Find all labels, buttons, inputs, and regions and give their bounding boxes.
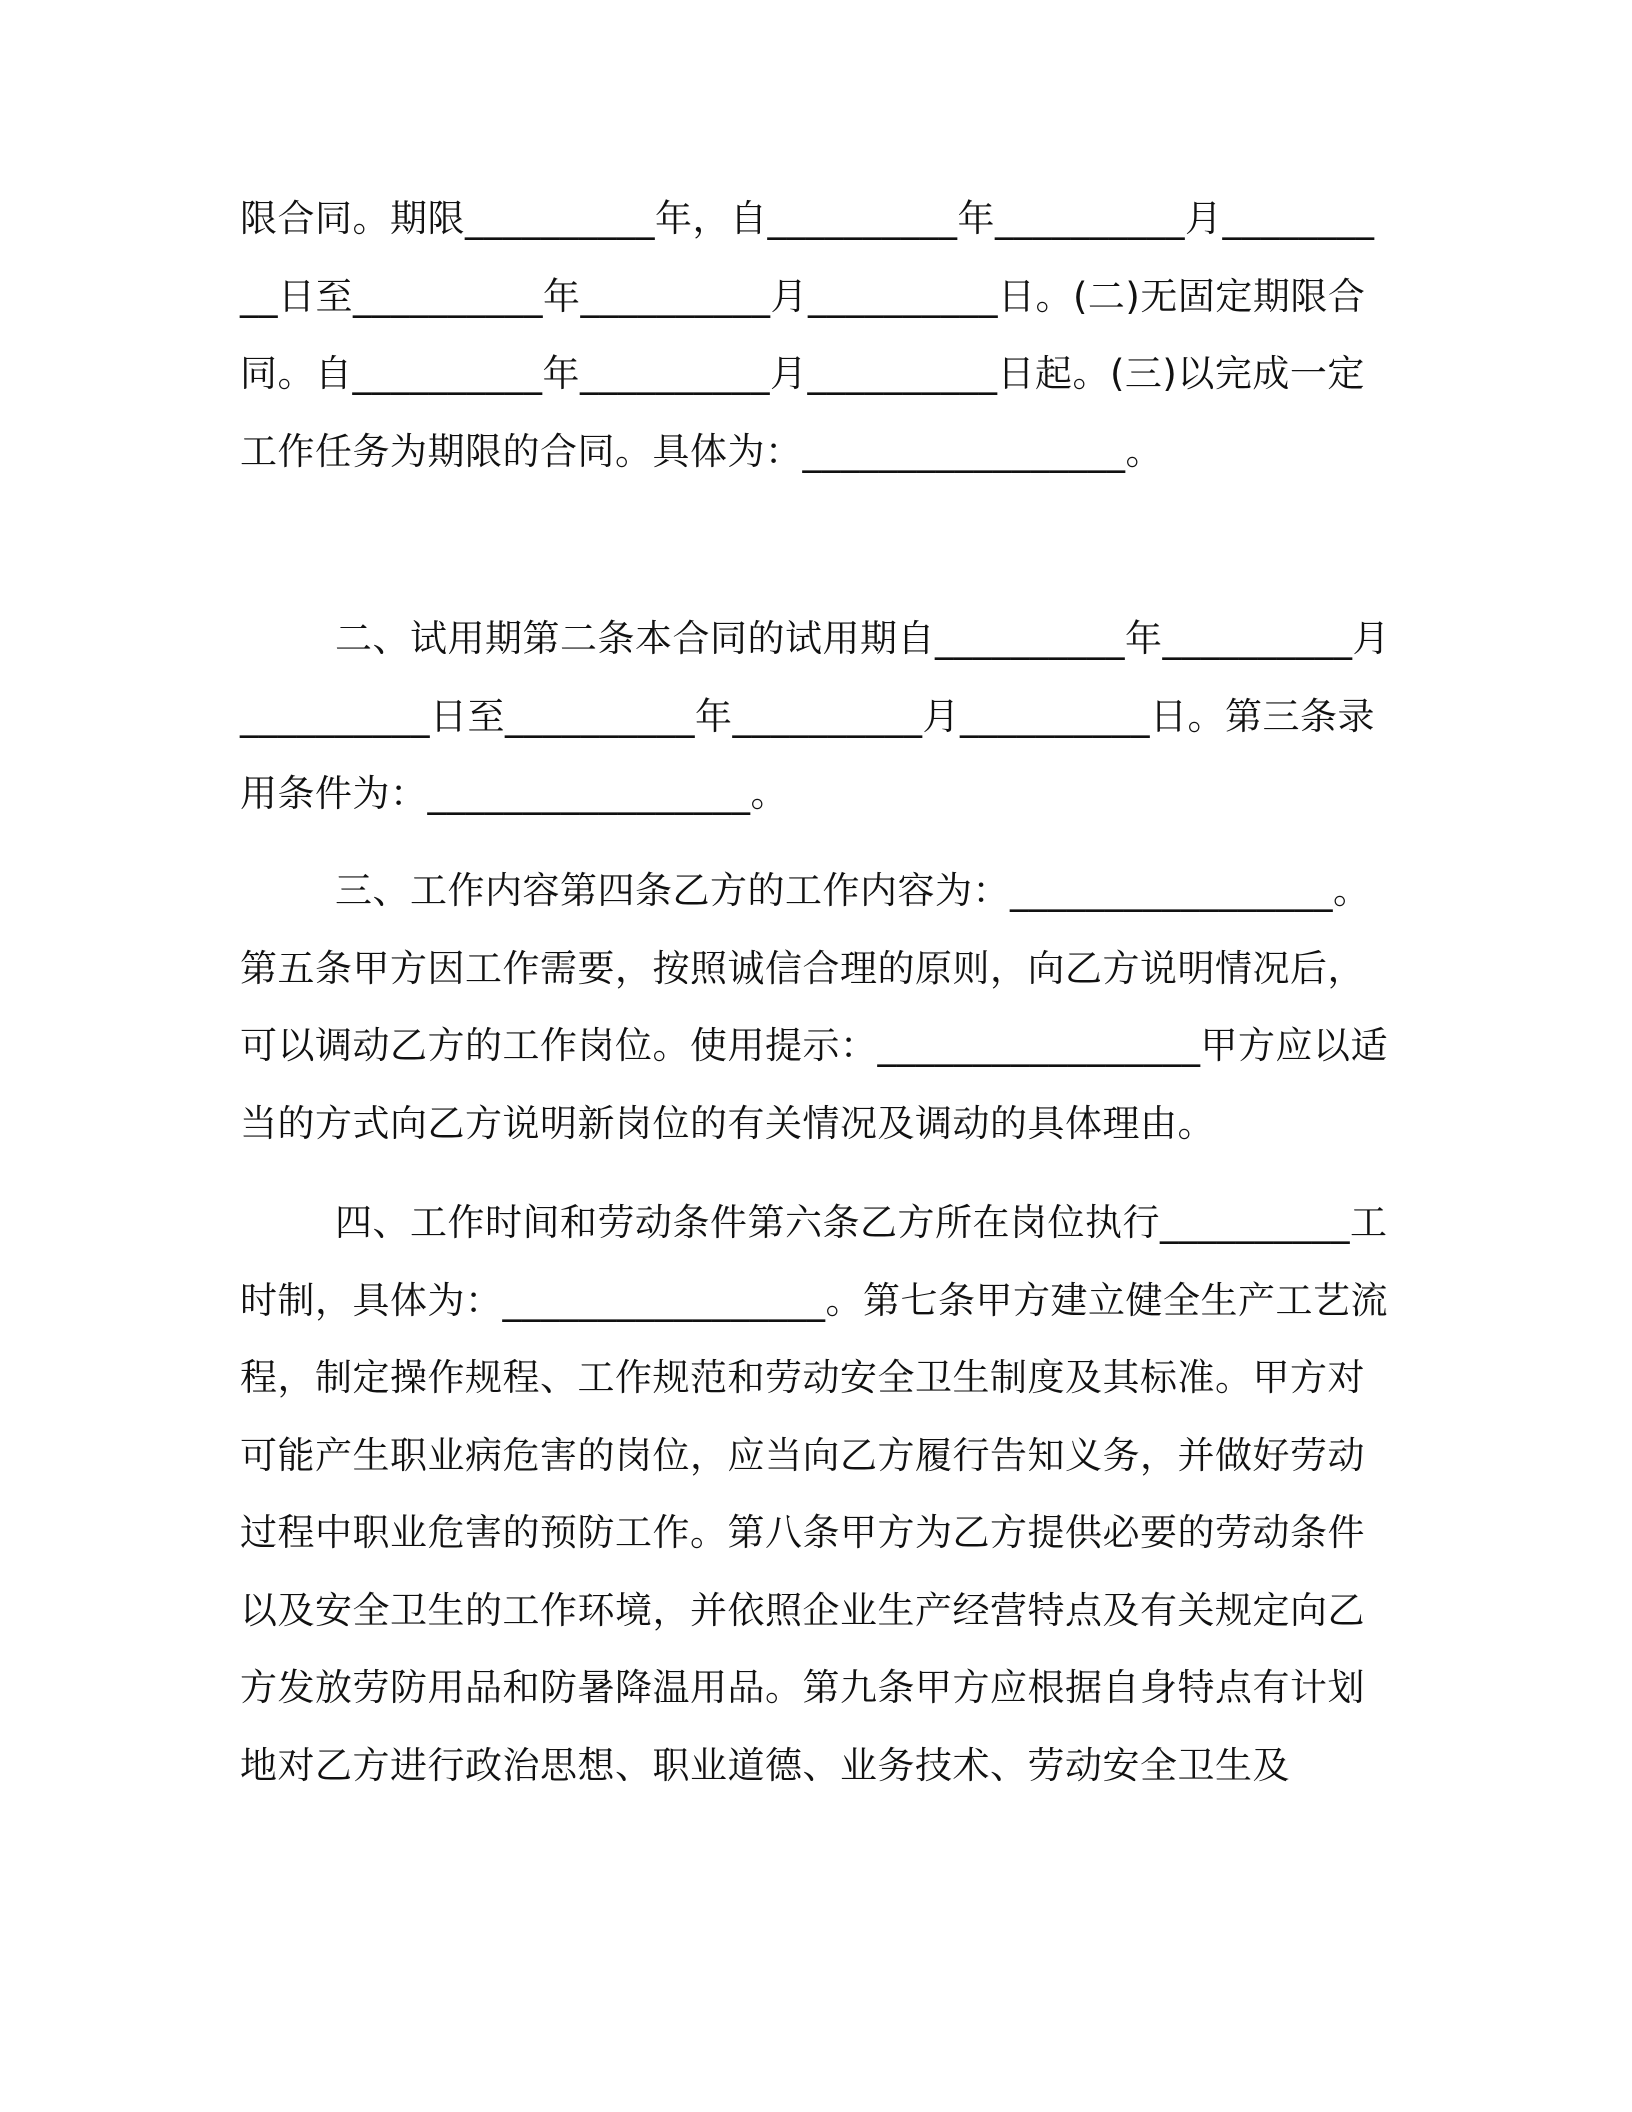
probation-period-paragraph: 二、试用期第二条本合同的试用期自__________年__________月__________日至__________年__________月__________日。第三条录用条件为：_________________。 bbox=[240, 617, 1390, 815]
working-hours-conditions-paragraph: 四、工作时间和劳动条件第六条乙方所在岗位执行__________工时制，具体为：_________________。第七条甲方建立健全生产工艺流程，制定操作规程、工作规范和劳动安全卫生制度及其标准。甲方对可能产生职业病危害的岗位，应当向乙方履行告知义务，并做好劳动过程中职业危害的预防工作。第八条甲方为乙方提供必要的劳动条件以及安全卫生的工作环境，并依照企业生产经营特点及有关规定向乙方发放劳防用品和防暑降温用品。第九条甲方应根据自身特点有计划地对乙方进行政治思想、职业道德、业务技术、劳动安全卫生及 bbox=[240, 1201, 1388, 1787]
contract-term-paragraph: 限合同。期限__________年，自__________年__________月__________日至__________年__________月__________日。(二)无固定期限合同。自__________年__________月__________日起。(三)以完成一定工作任务为期限的合同。具体为：_________________。 bbox=[240, 197, 1375, 473]
work-content-paragraph: 三、工作内容第四条乙方的工作内容为：_________________。第五条甲方因工作需要，按照诚信合理的原则，向乙方说明情况后，可以调动乙方的工作岗位。使用提示：_________________甲方应以适当的方式向乙方说明新岗位的有关情况及调动的具体理由。 bbox=[240, 869, 1388, 1145]
